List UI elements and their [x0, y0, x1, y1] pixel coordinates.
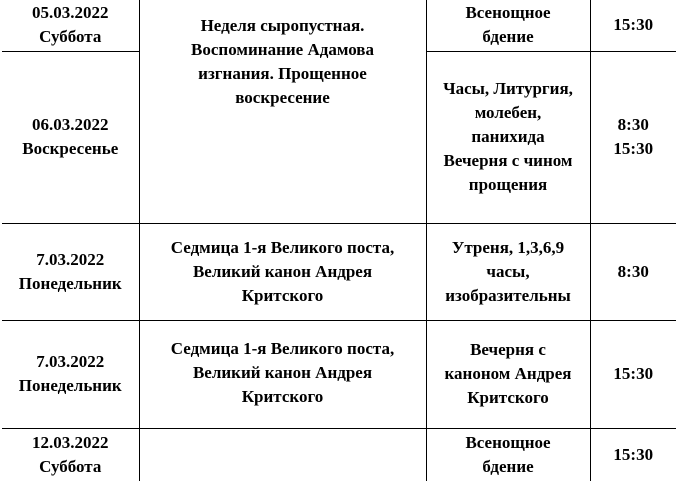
schedule-row [2, 0, 676, 51]
service-line: изобразительны [445, 285, 571, 305]
time-cell [590, 0, 676, 51]
weekday-text: Понедельник [18, 376, 122, 395]
time-text: 15:30 [613, 444, 654, 464]
schedule-row [2, 223, 676, 320]
time-text: 8:30 [617, 261, 649, 281]
weekday-text: Воскресенье [22, 139, 119, 158]
date-text: 7.03.2022 [36, 352, 105, 371]
service-cell [426, 428, 590, 481]
service-line: Всенощное [465, 432, 551, 452]
weekday-text: Понедельник [18, 273, 122, 293]
event-cell [139, 223, 426, 320]
service-line: Часы, Литургия, [443, 79, 573, 98]
date-cell [2, 320, 139, 428]
event-cell [139, 428, 426, 481]
date-text: 12.03.2022 [32, 432, 109, 452]
date-cell [2, 428, 139, 481]
time-cell [590, 51, 676, 223]
schedule-row [2, 428, 676, 481]
time-cell [590, 428, 676, 481]
service-line: бдение [482, 27, 534, 47]
service-schedule-table [2, 0, 676, 481]
service-cell [426, 51, 590, 223]
schedule-row [2, 320, 676, 428]
event-line: Великий канон Андрея [192, 362, 373, 382]
service-cell [426, 320, 590, 428]
time-cell [590, 223, 676, 320]
weekday-text: Суббота [39, 456, 102, 476]
date-cell [2, 0, 139, 51]
date-text: 7.03.2022 [36, 249, 105, 269]
weekday-text: Суббота [39, 27, 102, 47]
event-line: Седмица 1-я Великого поста, [170, 237, 395, 257]
event-line: Неделя сыропустная. [200, 16, 365, 35]
time-cell [590, 320, 676, 428]
service-line: часы, [486, 261, 530, 281]
event-cell [139, 320, 426, 428]
event-line: воскресение [235, 88, 330, 107]
event-line: изгнания. Прощенное [198, 64, 367, 83]
event-line: Воспоминание Адамова [191, 40, 374, 59]
service-line: каноном Андрея [444, 364, 572, 383]
event-line: Седмица 1-я Великого поста, [170, 338, 395, 358]
event-line: Критского [241, 386, 324, 406]
time-text: 15:30 [613, 364, 654, 383]
event-line: Великий канон Андрея [192, 261, 373, 281]
date-text: 05.03.2022 [32, 3, 109, 23]
service-line: Утреня, 1,3,6,9 [451, 237, 565, 257]
event-cell [139, 0, 426, 223]
date-cell [2, 223, 139, 320]
service-line: Вечерня с [470, 340, 546, 359]
service-cell [426, 0, 590, 51]
service-line: Вечерня с чином [443, 151, 573, 170]
date-text: 06.03.2022 [32, 115, 109, 134]
service-line: бдение [482, 456, 534, 476]
service-line: молебен, [474, 103, 542, 122]
time-text: 15:30 [613, 15, 654, 35]
service-line: прощения [468, 175, 548, 194]
service-line: панихида [471, 127, 545, 146]
time-text: 15:30 [613, 139, 654, 158]
date-cell [2, 51, 139, 223]
event-line: Критского [241, 285, 324, 305]
service-line: Всенощное [465, 3, 551, 23]
time-text: 8:30 [617, 115, 649, 134]
service-cell [426, 223, 590, 320]
service-line: Критского [467, 388, 549, 407]
